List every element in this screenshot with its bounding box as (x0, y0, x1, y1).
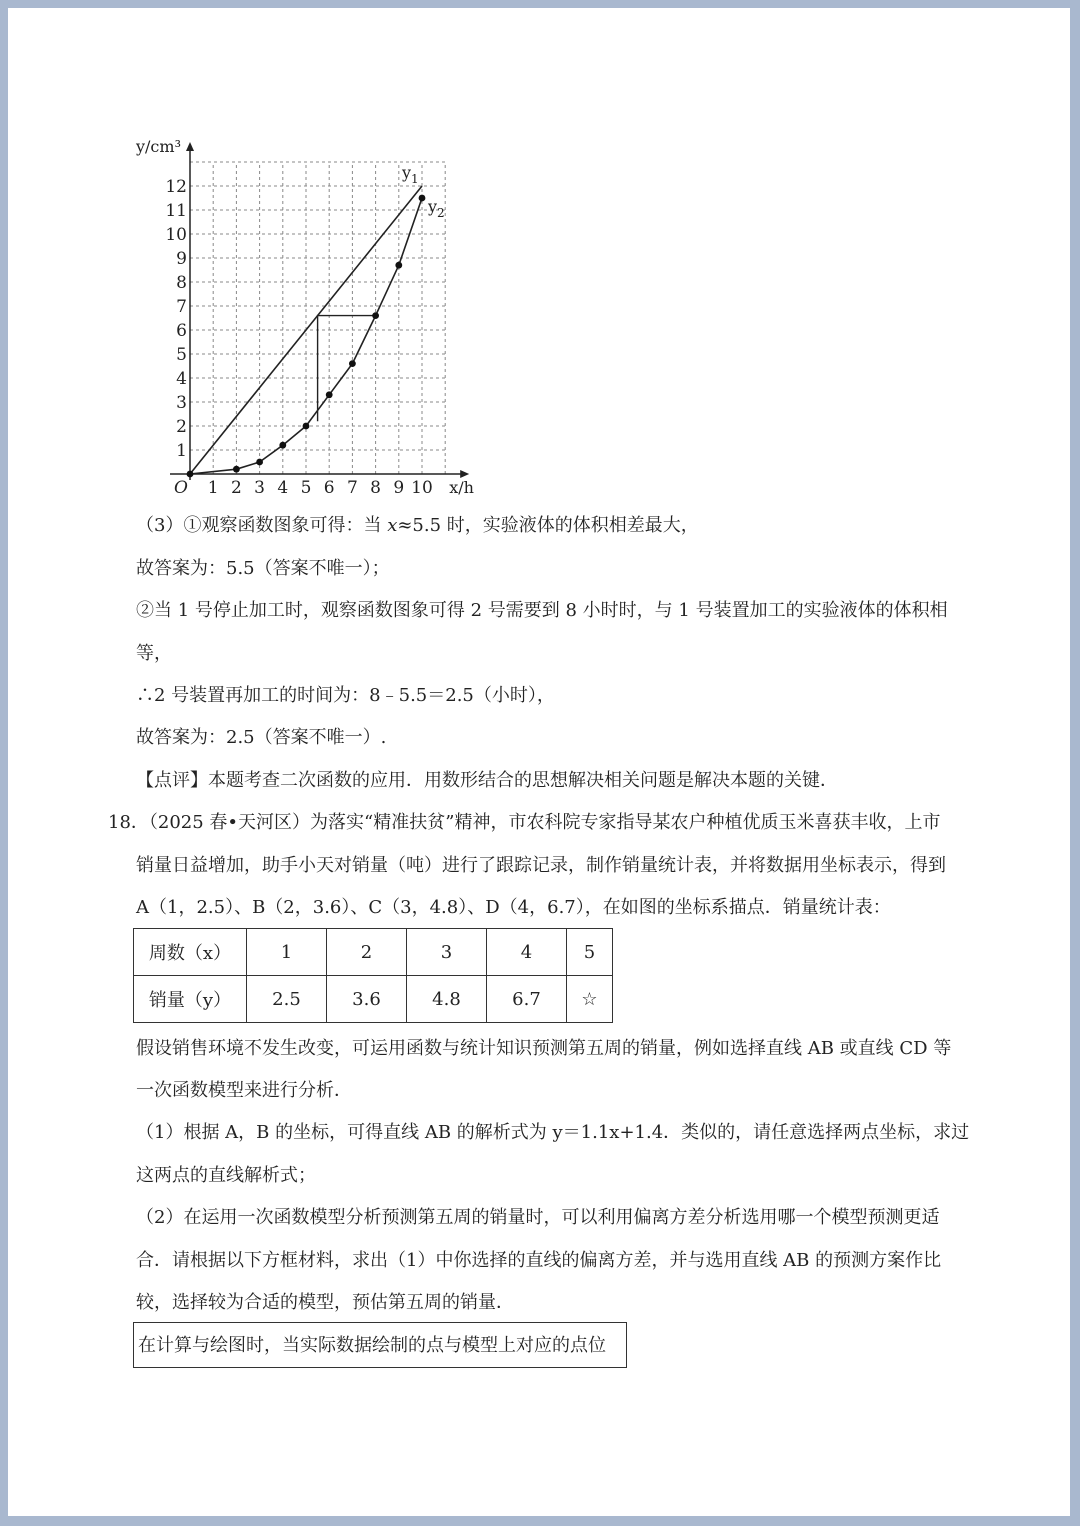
x-tick-label: 9 (393, 478, 405, 498)
data-point (372, 312, 379, 319)
table-cell: ☆ (567, 976, 613, 1023)
sub-question-2-line2: 合．请根据以下方框材料，求出（1）中你选择的直线的偏离方差，并与选用直线 AB 的预测方案作比 (136, 1250, 942, 1271)
document-page (8, 8, 1070, 1516)
data-point (233, 466, 240, 473)
x-tick-label: 5 (300, 478, 312, 498)
answer-1: 故答案为：5.5（答案不唯一）； (136, 558, 390, 579)
question-18-line2: 销量日益增加，助手小天对销量（吨）进行了跟踪记录，制作销量统计表，并将数据用坐标表示，得到 (136, 855, 946, 876)
series-y1-label: $y_1$ (402, 163, 419, 186)
part3-line1 (136, 514, 699, 538)
table-cell: 4 (487, 929, 567, 976)
sub-question-1-line1: （1）根据 A，B 的坐标，可得直线 AB 的解析式为 y＝1.1x+1.4．类似的，请任意选择两点坐标，求过 (136, 1122, 970, 1143)
x-tick-label: 4 (277, 478, 289, 498)
data-point (326, 391, 333, 398)
y-tick-label: 3 (176, 393, 187, 413)
x-axis-label: x/h (449, 478, 474, 497)
y-tick-label: 11 (165, 201, 187, 221)
part3-line1-post: ≈5.5 时，实验液体的体积相差最大， (397, 515, 699, 536)
calculation-line: ∴2 号装置再加工的时间为：8﹣5.5＝2.5（小时）， (136, 685, 555, 706)
x-tick-label: 2 (230, 478, 242, 498)
annotation-lines (318, 316, 376, 422)
sub-question-1-line2: 这两点的直线解析式； (136, 1165, 316, 1186)
data-point (419, 195, 426, 202)
question-18-line1: 18．（2025 春•天河区）为落实“精准扶贫”精神，市农科院专家指导某农户种植优质玉米喜获丰收，上市 (108, 812, 941, 833)
table-cell: 3.6 (327, 976, 407, 1023)
y-tick-label: 7 (176, 297, 187, 317)
sales-table (133, 928, 613, 1023)
material-box: 在计算与绘图时，当实际数据绘制的点与模型上对应的点位 (133, 1322, 627, 1368)
series-y2-subscript: 2 (437, 206, 445, 220)
answer-2: 故答案为：2.5（答案不唯一）. (136, 727, 387, 748)
comment-line: 【点评】本题考查二次函数的应用．用数形结合的思想解决相关问题是解决本题的关键． (136, 770, 838, 791)
y-tick-label: 12 (165, 177, 187, 197)
table-cell: 6.7 (487, 976, 567, 1023)
y-tick-label: 6 (176, 321, 187, 341)
y-tick-label: 2 (176, 417, 187, 437)
after-table-line1: 假设销售环境不发生改变，可运用函数与统计知识预测第五周的销量，例如选择直线 AB 或直线 CD 等 (136, 1038, 952, 1059)
table-cell: 4.8 (407, 976, 487, 1023)
x-tick-label: 7 (346, 478, 358, 498)
sub-question-2-line3: 较，选择较为合适的模型，预估第五周的销量． (136, 1292, 514, 1313)
data-point (256, 459, 263, 466)
origin-label: O (174, 478, 188, 498)
data-point (303, 423, 310, 430)
data-point (395, 262, 402, 269)
table-cell: 2.5 (247, 976, 327, 1023)
y-tick-label: 5 (176, 345, 187, 365)
part3-line1-pre: （3）①观察函数图象可得：当 (136, 515, 388, 536)
after-table-line2: 一次函数模型来进行分析． (136, 1080, 352, 1101)
x-tick-label: 10 (411, 478, 433, 498)
data-point (279, 442, 286, 449)
question-18-line3: A（1，2.5）、B（2，3.6）、C（3，4.8）、D（4，6.7），在如图的坐标系描点．销量统计表： (136, 897, 891, 918)
table-row (134, 929, 613, 976)
x-tick-label: 1 (207, 478, 219, 498)
sub-question-2-line1: （2）在运用一次函数模型分析预测第五周的销量时，可以利用偏离方差分析选用哪一个模型预测更适 (136, 1207, 940, 1228)
y-tick-label: 1 (176, 441, 187, 461)
x-tick-label: 8 (370, 478, 382, 498)
y-tick-label: 10 (165, 225, 187, 245)
y-axis-label: y/cm³ (136, 137, 181, 156)
table-cell: 1 (247, 929, 327, 976)
x-tick-label: 3 (254, 478, 266, 498)
part3-line2-cont: 等， (136, 643, 172, 664)
table-cell: 2 (327, 929, 407, 976)
x-axis-arrow (460, 470, 469, 478)
part3-line1-var: x (387, 515, 398, 536)
y-tick-label: 9 (176, 249, 187, 269)
y-tick-label: 4 (176, 369, 187, 389)
table-header-sales: 销量（y） (134, 976, 247, 1023)
y-axis-arrow (186, 142, 194, 151)
x-tick-label: 6 (323, 478, 335, 498)
data-point (187, 471, 194, 478)
table-row (134, 976, 613, 1023)
data-point (349, 360, 356, 367)
part3-line2: ②当 1 号停止加工时，观察函数图象可得 2 号需要到 8 小时时，与 1 号装置加工的实验液体的体积相 (136, 600, 948, 621)
table-cell: 3 (407, 929, 487, 976)
table-header-week: 周数（x） (134, 929, 247, 976)
table-cell: 5 (567, 929, 613, 976)
function-graph (128, 136, 488, 506)
y-tick-label: 8 (176, 273, 187, 293)
series-y1-subscript: 1 (411, 172, 419, 186)
series-y2-label: $y_2$ (428, 197, 445, 220)
